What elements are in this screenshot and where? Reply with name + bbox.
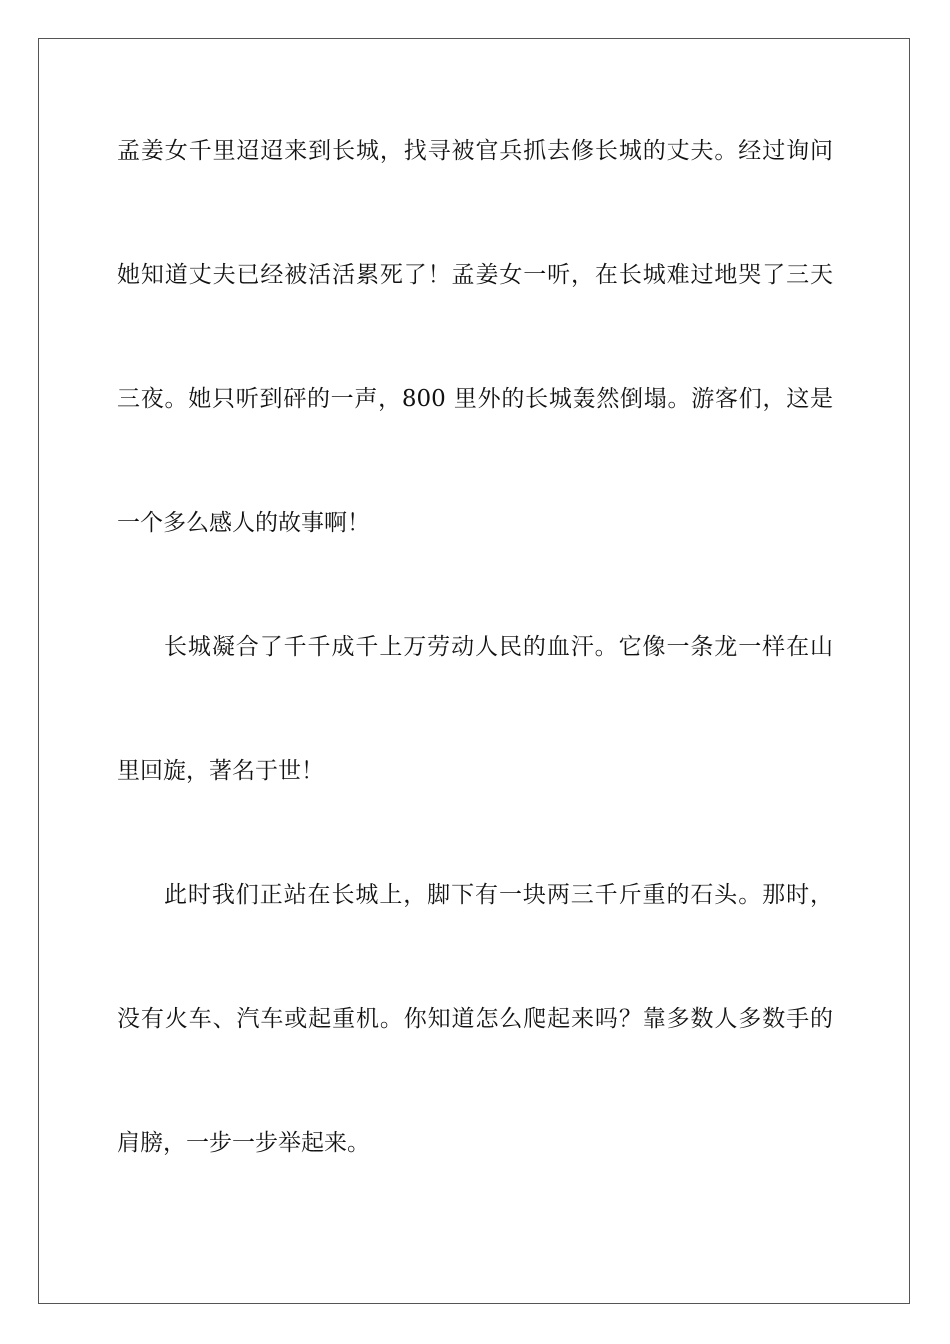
paragraph-1-line-1: 孟姜女千里迢迢来到长城，找寻被官兵抓去修长城的丈夫。经过询问 (117, 138, 833, 164)
paragraph-1-line-2: 她知道丈夫已经被活活累死了！孟姜女一听，在长城难过地哭了三天 (117, 262, 833, 288)
paragraph-2-line-1: 长城凝合了千千成千上万劳动人民的血汗。它像一条龙一样在山 (164, 634, 833, 660)
paragraph-3-line-2: 没有火车、汽车或起重机。你知道怎么爬起来吗？靠多数人多数手的 (117, 1006, 833, 1032)
paragraph-3-line-1: 此时我们正站在长城上，脚下有一块两三千斤重的石头。那时， (164, 882, 833, 908)
paragraph-1-line-4: 一个多么感人的故事啊！ (117, 510, 370, 536)
paragraph-3-line-3: 肩膀，一步一步举起来。 (117, 1130, 370, 1156)
page-border (38, 38, 910, 1304)
paragraph-2-line-2: 里回旋，著名于世！ (117, 758, 324, 784)
paragraph-1-line-3: 三夜。她只听到砰的一声，800 里外的长城轰然倒塌。游客们，这是 (117, 386, 833, 412)
